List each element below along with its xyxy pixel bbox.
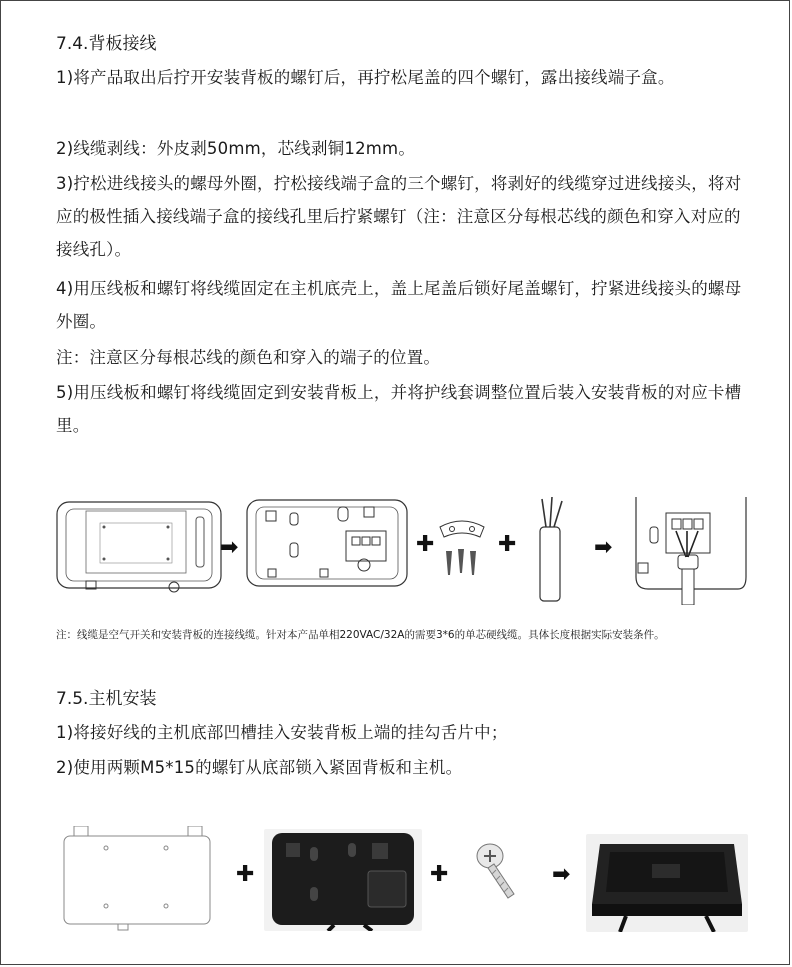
- mounted-unit-photo: [586, 834, 748, 932]
- figure-note: 注：线缆是空气开关和安装背板的连接线缆。针对本产品单相220VAC/32A的需要3*6的单芯硬线缆。具体长度根据实际安装条件。: [56, 629, 665, 641]
- section-title-7-5: 7.5.主机安装: [56, 689, 157, 709]
- paragraph-step-5: 5)用压线板和螺钉将线缆固定到安装背板上，并将护线套调整位置后装入安装背板的对应卡槽里。: [56, 383, 742, 435]
- opened-backplate-illustration: [246, 497, 410, 599]
- paragraph-mount-step-2: 2)使用两颗M5*15的螺钉从底部锁入紧固背板和主机。: [56, 758, 463, 777]
- paragraph-step-4: 4)用压线板和螺钉将线缆固定在主机底壳上，盖上尾盖后锁好尾盖螺钉，拧紧进线接头的螺母外圈。: [56, 279, 742, 331]
- backplate-photo: [264, 829, 422, 931]
- back-panel-illustration: [56, 497, 222, 599]
- arrow-icon: ➡: [220, 535, 239, 560]
- stripped-cable-illustration: [532, 497, 568, 603]
- paragraph-step-3: 3)拧松进线接头的螺母外圈，拧松接线端子盒的三个螺钉，将剥好的线缆穿过进线接头，将对应的极性插入接线端子盒的接线孔里后拧紧螺钉（注：注意区分每根芯线的颜色和穿入对应的接线孔）。: [56, 174, 742, 259]
- paragraph-step-2: 2)线缆剥线：外皮剥50mm，芯线剥铜12mm。: [56, 139, 416, 158]
- paragraph-step-1: 1)将产品取出后拧开安装背板的螺钉后，再拧松尾盖的四个螺钉，露出接线端子盒。: [56, 68, 675, 87]
- backplate-outline-illustration: [62, 826, 214, 932]
- plus-icon: ✚: [498, 532, 517, 557]
- plus-icon: ✚: [416, 532, 435, 557]
- m5-screw-icon: [474, 842, 520, 904]
- arrow-icon: ➡: [594, 535, 613, 560]
- paragraph-mount-step-1: 1)将接好线的主机底部凹槽挂入安装背板上端的挂勾舌片中；: [56, 723, 508, 742]
- clamp-and-screws-illustration: [436, 517, 488, 579]
- plus-icon: ✚: [236, 862, 255, 887]
- paragraph-note: 注：注意区分每根芯线的颜色和穿入的端子的位置。: [56, 348, 441, 367]
- section-title-7-4: 7.4.背板接线: [56, 34, 157, 54]
- wired-terminal-box-illustration: [626, 497, 748, 605]
- arrow-icon: ➡: [552, 862, 571, 887]
- plus-icon: ✚: [430, 862, 449, 887]
